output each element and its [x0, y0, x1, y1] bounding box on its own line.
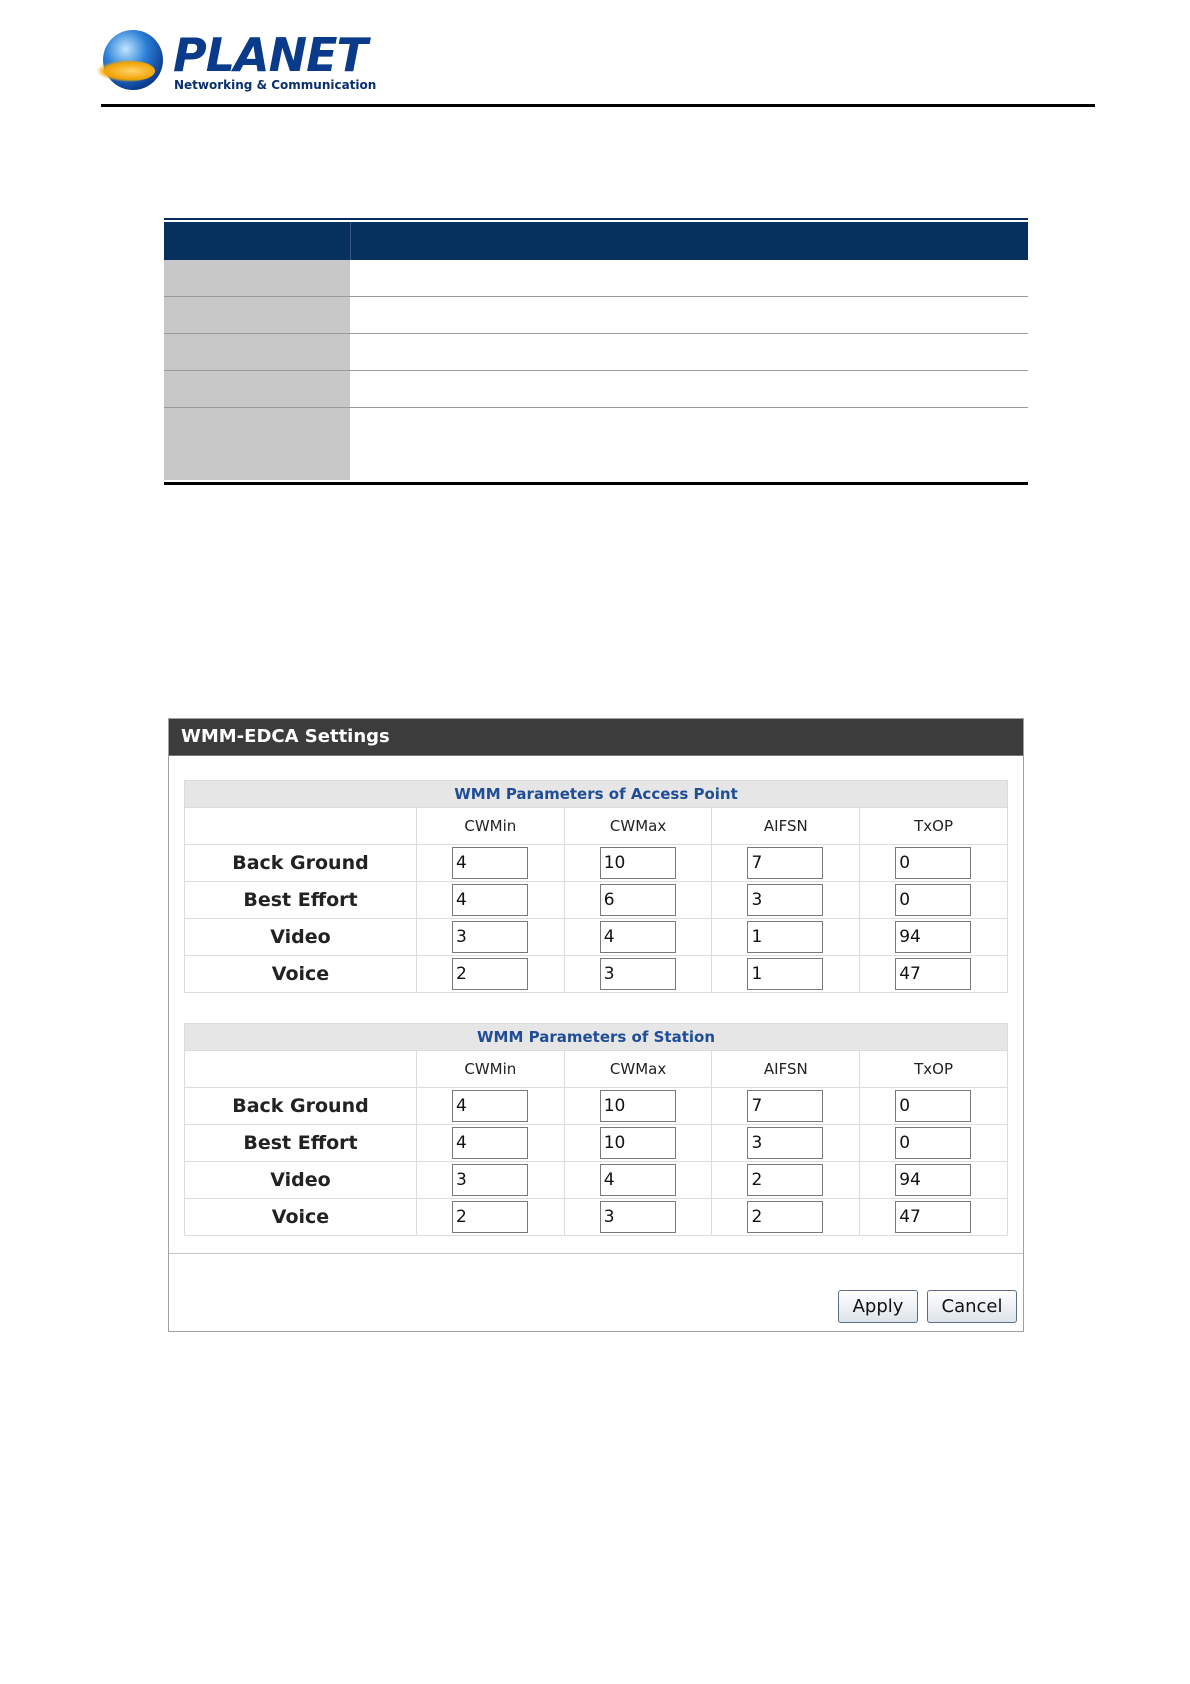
panel-title: WMM-EDCA Settings [169, 719, 1023, 756]
ap-besteffort-cwmin-input[interactable] [452, 884, 528, 916]
table-cell-label [164, 334, 350, 370]
sta-background-cwmax-input[interactable] [600, 1090, 676, 1122]
value-cell [564, 1088, 712, 1125]
description-table [164, 218, 1028, 485]
table-row [164, 334, 1028, 371]
value-cell [564, 1125, 712, 1162]
table-cell-desc [350, 408, 1028, 480]
station-params-table [184, 1023, 1008, 1236]
sta-besteffort-cwmin-input[interactable] [452, 1127, 528, 1159]
sta-voice-cwmax-input[interactable] [600, 1201, 676, 1233]
ap-video-cwmin-input[interactable] [452, 921, 528, 953]
sta-voice-cwmin-input[interactable] [452, 1201, 528, 1233]
sta-voice-aifsn-input[interactable] [747, 1201, 823, 1233]
ap-background-txop-input[interactable] [895, 847, 971, 879]
brand-name: PLANET [173, 28, 367, 82]
value-cell [416, 1088, 564, 1125]
ap-background-aifsn-input[interactable] [747, 847, 823, 879]
table-row [164, 260, 1028, 297]
row-label: Best Effort [185, 882, 417, 919]
ap-video-txop-input[interactable] [895, 921, 971, 953]
value-cell [860, 1125, 1008, 1162]
caption-row [185, 781, 1008, 808]
header-divider [101, 104, 1095, 107]
corner-cell [185, 1051, 417, 1088]
ap-voice-cwmax-input[interactable] [600, 958, 676, 990]
col-aifsn: AIFSN [712, 808, 860, 845]
value-cell [712, 1199, 860, 1236]
ap-besteffort-txop-input[interactable] [895, 884, 971, 916]
table-row [185, 882, 1008, 919]
table-cell-label [164, 260, 350, 296]
access-point-params-table [184, 780, 1008, 993]
station-caption: WMM Parameters of Station [185, 1024, 1008, 1051]
col-cwmin: CWMin [416, 808, 564, 845]
value-cell [416, 845, 564, 882]
table-header-row [164, 222, 1028, 260]
sta-voice-txop-input[interactable] [895, 1201, 971, 1233]
apply-button[interactable]: Apply [838, 1290, 918, 1323]
ap-video-aifsn-input[interactable] [747, 921, 823, 953]
value-cell [416, 956, 564, 993]
ap-background-cwmax-input[interactable] [600, 847, 676, 879]
value-cell [416, 1162, 564, 1199]
value-cell [860, 882, 1008, 919]
value-cell [416, 1125, 564, 1162]
panel-divider [169, 1253, 1023, 1254]
table-row [185, 919, 1008, 956]
value-cell [712, 919, 860, 956]
table-row [185, 956, 1008, 993]
row-label: Voice [185, 1199, 417, 1236]
table-row [185, 1125, 1008, 1162]
table-row [185, 1162, 1008, 1199]
table-row [164, 297, 1028, 334]
sta-background-aifsn-input[interactable] [747, 1090, 823, 1122]
value-cell [712, 1088, 860, 1125]
access-point-caption: WMM Parameters of Access Point [185, 781, 1008, 808]
column-header-row [185, 1051, 1008, 1088]
wmm-edca-settings-panel [168, 718, 1024, 1332]
brand-tagline: Networking & Communication [174, 78, 377, 92]
value-cell [712, 1125, 860, 1162]
sta-besteffort-aifsn-input[interactable] [747, 1127, 823, 1159]
ap-video-cwmax-input[interactable] [600, 921, 676, 953]
sta-video-aifsn-input[interactable] [747, 1164, 823, 1196]
ap-besteffort-aifsn-input[interactable] [747, 884, 823, 916]
sta-video-txop-input[interactable] [895, 1164, 971, 1196]
sta-video-cwmax-input[interactable] [600, 1164, 676, 1196]
table-cell-desc [350, 334, 1028, 370]
ap-voice-txop-input[interactable] [895, 958, 971, 990]
value-cell [564, 845, 712, 882]
sta-video-cwmin-input[interactable] [452, 1164, 528, 1196]
table-row [164, 371, 1028, 408]
value-cell [860, 845, 1008, 882]
caption-row [185, 1024, 1008, 1051]
ap-background-cwmin-input[interactable] [452, 847, 528, 879]
row-label: Back Ground [185, 1088, 417, 1125]
row-label: Back Ground [185, 845, 417, 882]
value-cell [712, 882, 860, 919]
row-label: Video [185, 919, 417, 956]
row-label: Video [185, 1162, 417, 1199]
header-cell-object [164, 222, 351, 260]
globe-logo-icon [103, 30, 163, 90]
value-cell [564, 1199, 712, 1236]
table-bottom-rule [164, 482, 1028, 485]
table-cell-desc [350, 297, 1028, 333]
value-cell [564, 919, 712, 956]
table-cell-label [164, 371, 350, 407]
value-cell [712, 956, 860, 993]
value-cell [416, 882, 564, 919]
table-row [185, 1199, 1008, 1236]
col-cwmax: CWMax [564, 1051, 712, 1088]
col-txop: TxOP [860, 1051, 1008, 1088]
table-cell-label [164, 408, 350, 480]
value-cell [860, 1199, 1008, 1236]
sta-background-txop-input[interactable] [895, 1090, 971, 1122]
col-aifsn: AIFSN [712, 1051, 860, 1088]
sta-besteffort-txop-input[interactable] [895, 1127, 971, 1159]
table-cell-desc [350, 260, 1028, 296]
ap-voice-cwmin-input[interactable] [452, 958, 528, 990]
sta-besteffort-cwmax-input[interactable] [600, 1127, 676, 1159]
table-cell-label [164, 297, 350, 333]
value-cell [860, 1088, 1008, 1125]
value-cell [860, 919, 1008, 956]
row-label: Best Effort [185, 1125, 417, 1162]
sta-background-cwmin-input[interactable] [452, 1090, 528, 1122]
ap-voice-aifsn-input[interactable] [747, 958, 823, 990]
col-cwmin: CWMin [416, 1051, 564, 1088]
value-cell [564, 956, 712, 993]
table-cell-desc [350, 371, 1028, 407]
value-cell [860, 956, 1008, 993]
corner-cell [185, 808, 417, 845]
ap-besteffort-cwmax-input[interactable] [600, 884, 676, 916]
value-cell [564, 882, 712, 919]
row-label: Voice [185, 956, 417, 993]
col-cwmax: CWMax [564, 808, 712, 845]
value-cell [416, 919, 564, 956]
column-header-row [185, 808, 1008, 845]
table-row [185, 1088, 1008, 1125]
value-cell [712, 845, 860, 882]
value-cell [564, 1162, 712, 1199]
cancel-button[interactable]: Cancel [927, 1290, 1017, 1323]
table-top-rule [164, 218, 1028, 220]
col-txop: TxOP [860, 808, 1008, 845]
value-cell [860, 1162, 1008, 1199]
value-cell [416, 1199, 564, 1236]
planet-logo [103, 28, 377, 96]
table-row [185, 845, 1008, 882]
value-cell [712, 1162, 860, 1199]
table-row [164, 408, 1028, 480]
